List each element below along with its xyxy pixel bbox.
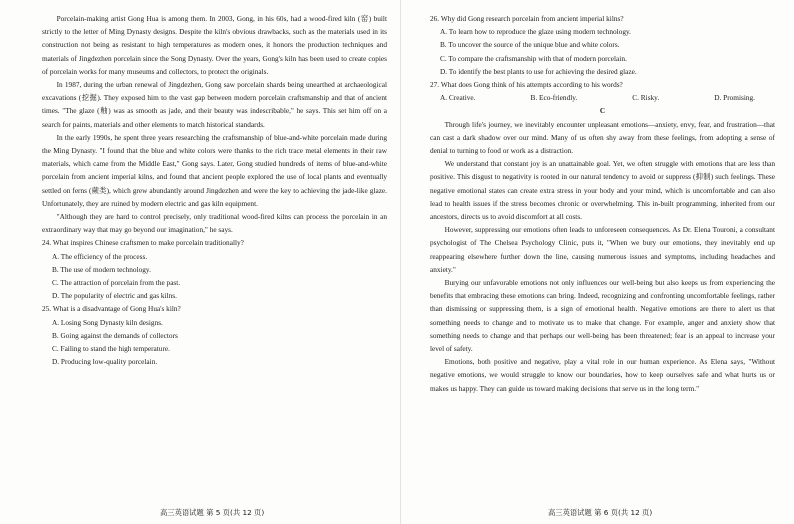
question-25-option-c: C. Failing to stand the high temperature. [52,344,170,354]
question-27-option-a: A. Creative. [440,93,476,103]
question-27-option-d: D. Promising. [714,93,755,103]
question-25-option-d: D. Producing low-quality porcelain. [52,357,158,367]
page-footer-right: 高三英语试题 第 6 页(共 12 页) [548,508,653,517]
right-page [430,12,775,395]
passage-c-paragraph-3: However, suppressing our emotions often leads to unforeseen consequences. As Dr. Elena Touroni, a consultant psychologist of The Chelsea Psychology Clinic, puts it, "When we bury our emotions, they inevitably end up reappearing elsewhere further down the line, causing numerous issues and symptoms, including headaches and anxiety." [430,225,775,274]
question-25-option-b: B. Going against the demands of collectors [52,330,178,340]
passage-c-paragraph-5: Emotions, both positive and negative, play a vital role in our human experience. As Elena says, "Without negative emotions, we would struggle to know our boundaries, how to keep ourselves safe and what hurts us or makes us happy. They can guide us toward making decisions that serve us in the long term." [430,357,775,393]
question-24-option-d: D. The popularity of electric and gas kilns. [52,291,177,301]
question-26: 26. Why did Gong research porcelain from ancient imperial kilns? [430,14,624,23]
question-24-option-b: B. The use of modern technology. [52,264,151,274]
question-24: 24. What inspires Chinese craftsmen to make porcelain traditionally? [42,238,244,248]
question-27-option-c: C. Risky. [632,93,660,103]
passage-b-paragraph-1: Porcelain-making artist Gong Hua is among them. In 2003, Gong, in his 60s, had a wood-fired kiln (窑) built strictly to the letter of Ming Dynasty designs. Despite the kiln's obvious drawbacks, such as the materials used in its construction not being as resistant to high temperatures as modern ones, it honors the production techniques and materials of Jingdezhen porcelain since the Song Dynasty. Over the years, Gong's kiln has been used to create copies of porcelain works for many museums and collectors, to protect the originals. [42,14,387,76]
passage-c-paragraph-2: We understand that constant joy is an unattainable goal. Yet, we often struggle with emotions that are less than positive. This disgust to negativity is rooted in our natural tendency to avoid or suppress (抑制) such feelings. These negative emotional states can create extra stress in your body and your mind, which is uncomfortable and can also lead to health issues if the stress becomes chronic or overwhelming. This in-built programming, inherited from our ancestors, directs us to avoid discomfort at all costs. [430,159,775,222]
question-26-option-c: C. To compare the craftsmanship with that of modern porcelain. [440,53,627,63]
question-25: 25. What is a disadvantage of Gong Hua's kiln? [42,304,181,314]
passage-b-paragraph-4: "Although they are hard to control precisely, only traditional wood-fired kilns can process the porcelain in an extraordinary way that may go beyond our imagination," he says. [42,212,387,235]
question-27-options [430,91,775,104]
question-24-option-a: A. The efficiency of the process. [52,251,148,261]
page-footer-left: 高三英语试题 第 5 页(共 12 页) [160,508,265,517]
page-divider [400,0,401,524]
question-27-option-b: B. Eco-friendly. [530,93,578,103]
passage-b-paragraph-2: In 1987, during the urban renewal of Jingdezhen, Gong saw porcelain shards being unearthed at archaeological excavations (挖掘). They exposed him to the vast gap between modern porcelain craftsmanship and that of ancient times. "The glaze (釉) was as smooth as jade, and their beauty was indescribable," he says. This set him off on a search for paints, materials and other elements to match historical standards. [42,80,387,129]
passage-c-paragraph-1: Through life's journey, we inevitably encounter unpleasant emotions—anxiety, envy, fear, and frustration—that can cast a dark shadow over our mind. Many of us often shy away from these feelings, from adopting a sense of denial to turning to food or work as a distraction. [430,119,775,156]
question-24-option-c: C. The attraction of porcelain from the past. [52,278,181,288]
passage-b-paragraph-3: In the early 1990s, he spent three years researching the craftsmanship of blue-and-white porcelain made during the Ming Dynasty. "I found that the blue and white colors were thanks to the rich trace metal elements in their raw materials, which came from the Middle East," Gong says. Later, Gong studied hundreds of items of blue-and-white porcelain from ancient imperial kilns, and found that ancient people explored the use of local plants and eventually settled on ferns (蕨类), which grew abundantly around Jingdezhen and were the key to achieving the jade-like glaze. Unfortunately, they are ruined by modern electric and gas kiln equipment. [42,132,387,208]
question-27: 27. What does Gong think of his attempts according to his words? [430,80,623,90]
question-26-option-a: A. To learn how to reproduce the glaze using modern technology. [440,27,631,37]
question-26-option-d: D. To identify the best plants to use for achieving the desired glaze. [440,66,637,76]
question-26-option-b: B. To uncover the source of the unique blue and white colors. [440,40,620,50]
left-page [42,12,387,368]
section-heading: C [599,106,606,116]
question-25-option-a: A. Losing Song Dynasty kiln designs. [52,317,163,327]
passage-c-paragraph-4: Burying our unfavorable emotions not only influences our well-being but also keeps us from experiencing the benefits that embracing these emotions can bring. Indeed, recognizing and confronting uncomfortable feelings, rather than dismissing or suppressing them, is a sign of emotional health. Negative emotions are there to alert us that something needs to change and to motivate us to make that change. For example, anger and anxiety show that something needs to change and that perhaps our well-being has been threatened; fear is an appeal to increase your level of safety. [430,278,775,354]
